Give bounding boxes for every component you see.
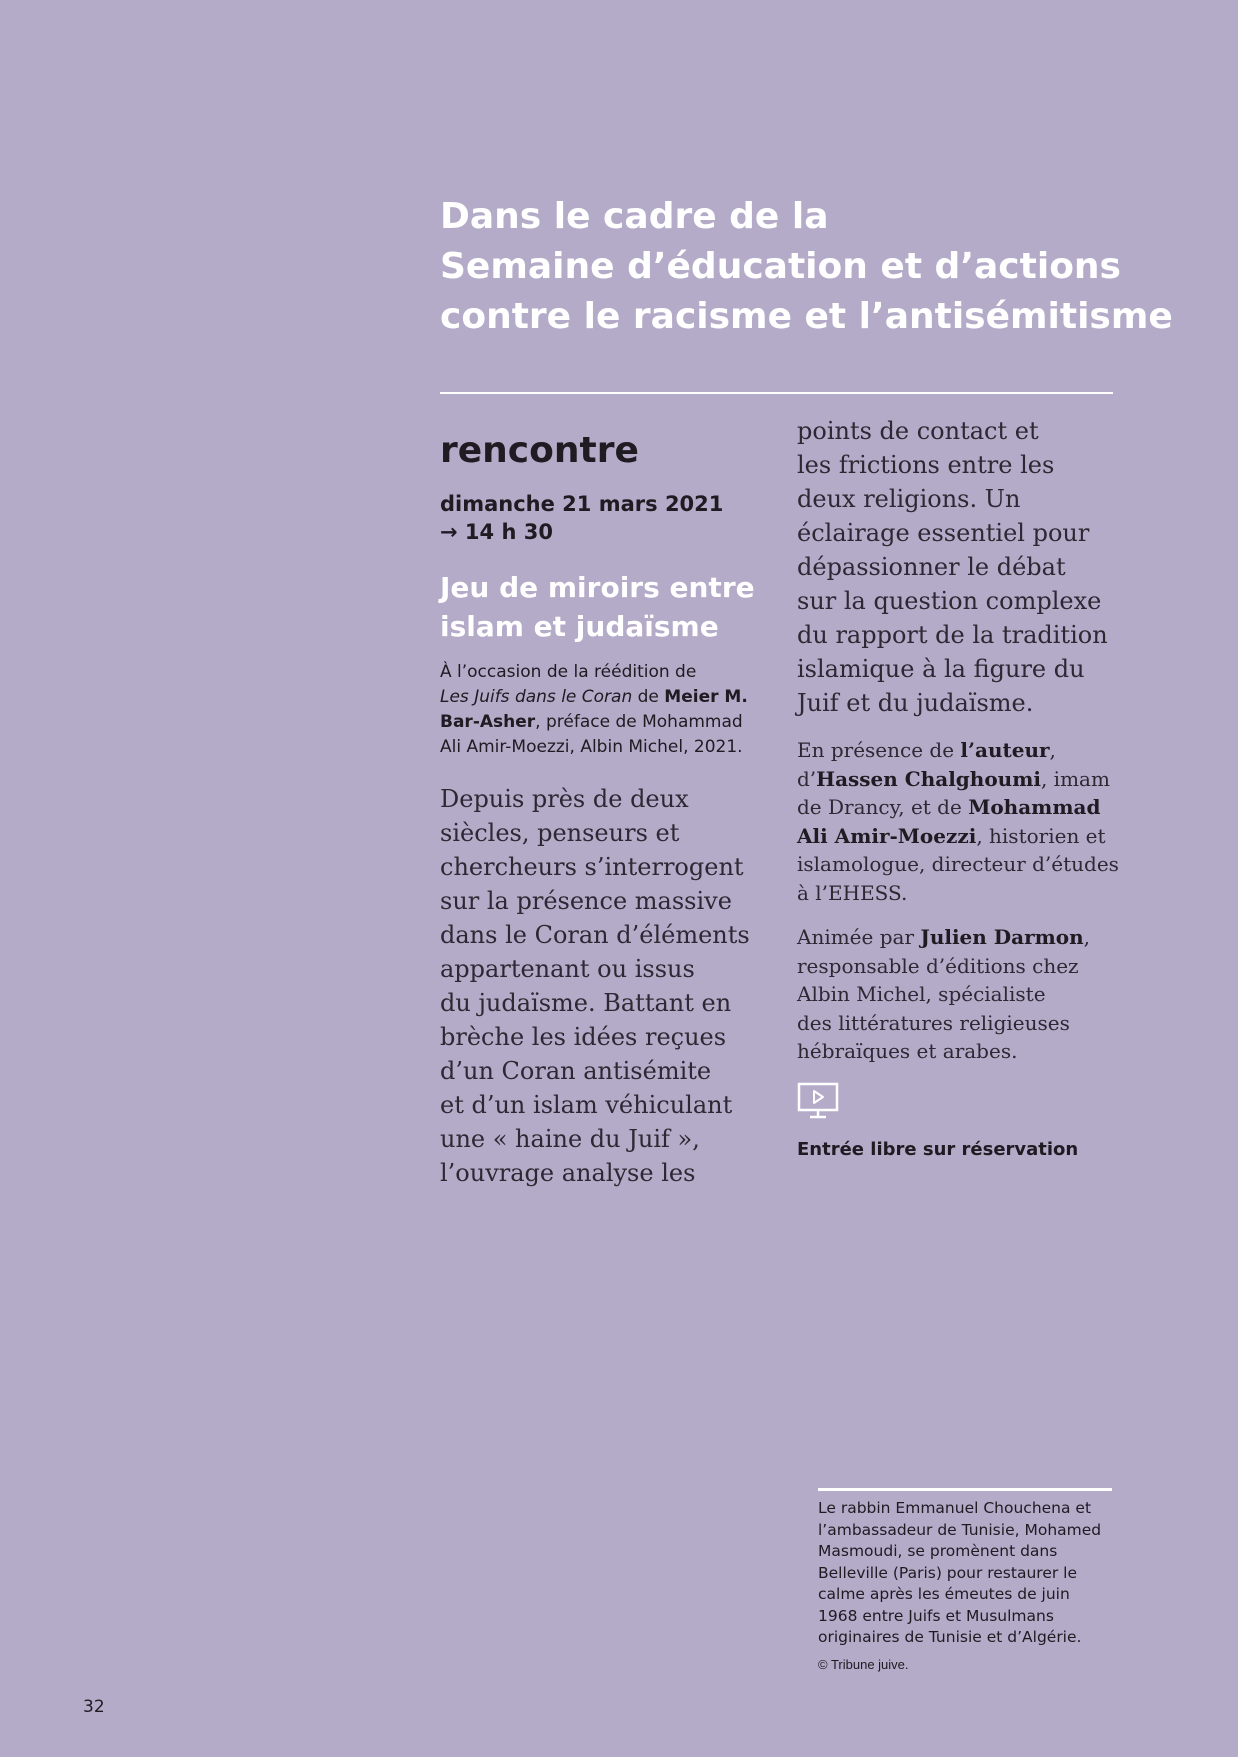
photo-credit: © Tribune juive. xyxy=(818,1657,909,1672)
description-line: les frictions entre les xyxy=(797,451,1055,479)
event-datetime xyxy=(440,490,780,546)
caption-rule xyxy=(818,1488,1112,1491)
text: En présence de xyxy=(797,738,961,762)
text: Animée par xyxy=(797,925,921,949)
author-name: Bar-Asher xyxy=(440,712,536,732)
event-description-continued xyxy=(797,414,1127,720)
caption-line: l’ambassadeur de Tunisie, Mohamed xyxy=(818,1520,1102,1539)
event-description xyxy=(440,782,780,1190)
description-line: islamique à la figure du xyxy=(797,655,1085,683)
event-time: → 14 h 30 xyxy=(440,520,553,544)
description-line: du judaïsme. Battant en xyxy=(440,989,732,1017)
description-line: dépassionner le débat xyxy=(797,553,1066,581)
guests-line xyxy=(797,793,1127,822)
divider-rule xyxy=(440,392,1113,394)
moderator-name: Julien Darmon xyxy=(920,925,1084,949)
book-title: Les Juifs dans le Coran xyxy=(440,687,633,707)
caption-line: 1968 entre Juifs et Musulmans xyxy=(818,1606,1054,1625)
page-heading xyxy=(440,192,1173,342)
guests-line xyxy=(797,822,1127,851)
guests-line: islamologue, directeur d’études xyxy=(797,852,1119,876)
caption-line: Belleville (Paris) pour restaurer le xyxy=(818,1563,1077,1582)
caption-line: Masmoudi, se promènent dans xyxy=(818,1542,1058,1560)
caption-line: calme après les émeutes de juin xyxy=(818,1585,1070,1603)
guests-line xyxy=(797,765,1127,794)
description-line: points de contact et xyxy=(797,417,1039,445)
heading-line: contre le racisme et l’antisémitisme xyxy=(440,296,1173,337)
description-line: Depuis près de deux xyxy=(440,785,689,813)
intro-text: de xyxy=(632,687,665,707)
guest-name: Mohammad xyxy=(968,795,1101,819)
description-line: et d’un islam véhiculant xyxy=(440,1091,733,1119)
text: , historien et xyxy=(976,823,1106,848)
event-title-line: Jeu de miroirs entre xyxy=(440,571,755,604)
guest-name: Hassen Chalghoumi xyxy=(816,766,1041,791)
description-line: appartenant ou issus xyxy=(440,955,695,983)
moderator-line: des littératures religieuses xyxy=(797,1010,1070,1035)
left-column xyxy=(440,428,780,1190)
guest-name: l’auteur xyxy=(960,738,1050,762)
access-info: Entrée libre sur réservation xyxy=(797,1138,1079,1160)
description-line: éclairage essentiel pour xyxy=(797,519,1090,547)
heading-line: Semaine d’éducation et d’actions xyxy=(440,246,1121,287)
caption-line: Le rabbin Emmanuel Chouchena et xyxy=(818,1499,1092,1517)
book-intro xyxy=(440,660,780,760)
description-line: sur la présence massive xyxy=(440,887,732,915)
right-column xyxy=(797,417,1127,1162)
moderator-line xyxy=(797,923,1127,952)
heading-line: Dans le cadre de la xyxy=(440,196,829,237)
guests-paragraph xyxy=(797,736,1127,907)
description-line: deux religions. Un xyxy=(797,485,1021,513)
description-line: d’un Coran antisémite xyxy=(440,1057,712,1085)
moderator-line: hébraïques et arabes. xyxy=(797,1039,1018,1063)
photo-caption xyxy=(818,1498,1118,1649)
event-category: rencontre xyxy=(440,430,639,471)
description-line: dans le Coran d’éléments xyxy=(440,921,750,949)
intro-line: Ali Amir-Moezzi, Albin Michel, 2021. xyxy=(440,737,743,757)
description-line: siècles, penseurs et xyxy=(440,819,680,847)
intro-line xyxy=(440,685,780,710)
text: , imam xyxy=(1040,766,1110,791)
description-line: du rapport de la tradition xyxy=(797,621,1108,649)
description-line: brèche les idées reçues xyxy=(440,1023,727,1051)
intro-text: , préface de Mohammad xyxy=(535,712,743,732)
text: de Drancy, et de xyxy=(797,795,969,819)
video-screen-icon xyxy=(797,1082,841,1120)
intro-line xyxy=(440,710,780,735)
event-title xyxy=(440,568,780,646)
description-line: chercheurs s’interrogent xyxy=(440,853,744,881)
text: , xyxy=(1049,738,1056,762)
author-name: Meier M. xyxy=(664,687,748,707)
event-title-line: islam et judaïsme xyxy=(440,610,719,643)
moderator-paragraph xyxy=(797,923,1127,1066)
description-line: l’ouvrage analyse les xyxy=(440,1159,696,1187)
guests-line: à l’EHESS. xyxy=(797,880,908,905)
text: , xyxy=(1083,925,1091,949)
description-line: une « haine du Juif », xyxy=(440,1125,700,1153)
guests-line xyxy=(797,736,1127,765)
moderator-line: responsable d’éditions chez xyxy=(797,953,1079,978)
guest-name: Ali Amir-Moezzi xyxy=(797,823,977,848)
page-number: 32 xyxy=(83,1697,105,1717)
description-line: Juif et du judaïsme. xyxy=(797,689,1034,717)
intro-line: À l’occasion de la réédition de xyxy=(440,662,697,682)
moderator-line: Albin Michel, spécialiste xyxy=(797,982,1046,1006)
description-line: sur la question complexe xyxy=(797,587,1102,615)
text: d’ xyxy=(797,766,817,791)
caption-line: originaires de Tunisie et d’Algérie. xyxy=(818,1628,1082,1646)
event-date: dimanche 21 mars 2021 xyxy=(440,492,724,516)
